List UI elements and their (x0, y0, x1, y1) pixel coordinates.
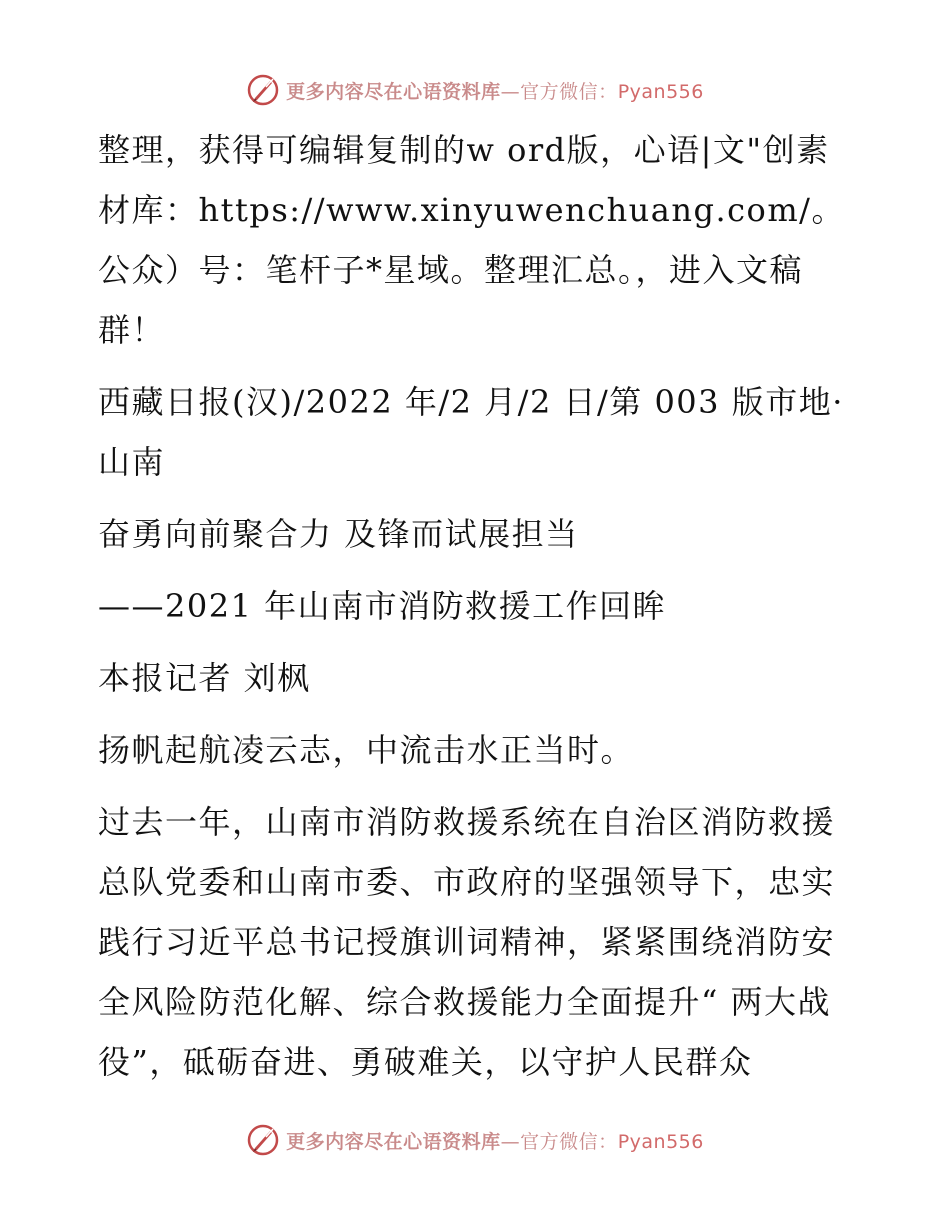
paragraph-source-note: 整理，获得可编辑复制的w ord版，心语|文"创素材库：https://www.xinyuwenchuang.com/。公众）号：笔杆子*星域。整理汇总。，进入文稿群！ (98, 131, 845, 349)
paragraph-publication-info: 西藏日报(汉)/2022 年/2 月/2 日/第 003 版市地· 山南 (98, 383, 844, 481)
footer-watermark (0, 1118, 950, 1162)
watermark-wechat-label: 官方微信： (520, 1130, 618, 1153)
header-watermark (0, 68, 950, 112)
paragraph-byline: 本报记者 刘枫 (98, 659, 311, 697)
watermark-wechat-label: 官方微信： (520, 80, 618, 103)
watermark-dash: — (500, 80, 521, 103)
watermark-text (286, 1127, 704, 1154)
watermark-wechat-id: Pyan556 (617, 80, 704, 103)
watermark-dash: — (500, 1130, 521, 1153)
watermark-brand: 更多内容尽在心语资料库 (286, 80, 501, 103)
watermark-text (286, 77, 704, 104)
document-body (98, 120, 858, 1104)
paragraph-body: 过去一年，山南市消防救援系统在自治区消防救援总队党委和山南市委、市政府的坚强领导下，忠实践行习近平总书记授旗训词精神，紧紧围绕消防安全风险防范化解、综合救援能力全面提升“ 两大战役”，砥砺奋进、勇破难关，以守护人民群众 (98, 803, 836, 1081)
watermark-wechat-id: Pyan556 (617, 1130, 704, 1153)
quill-pen-logo-icon (246, 1123, 280, 1157)
paragraph-opening-line: 扬帆起航凌云志，中流击水正当时。 (98, 731, 635, 769)
paragraph-subheadline: ——2021 年山南市消防救援工作回眸 (98, 587, 667, 625)
quill-pen-logo-icon (246, 73, 280, 107)
paragraph-headline: 奋勇向前聚合力 及锋而试展担当 (98, 515, 579, 553)
watermark-brand: 更多内容尽在心语资料库 (286, 1130, 501, 1153)
